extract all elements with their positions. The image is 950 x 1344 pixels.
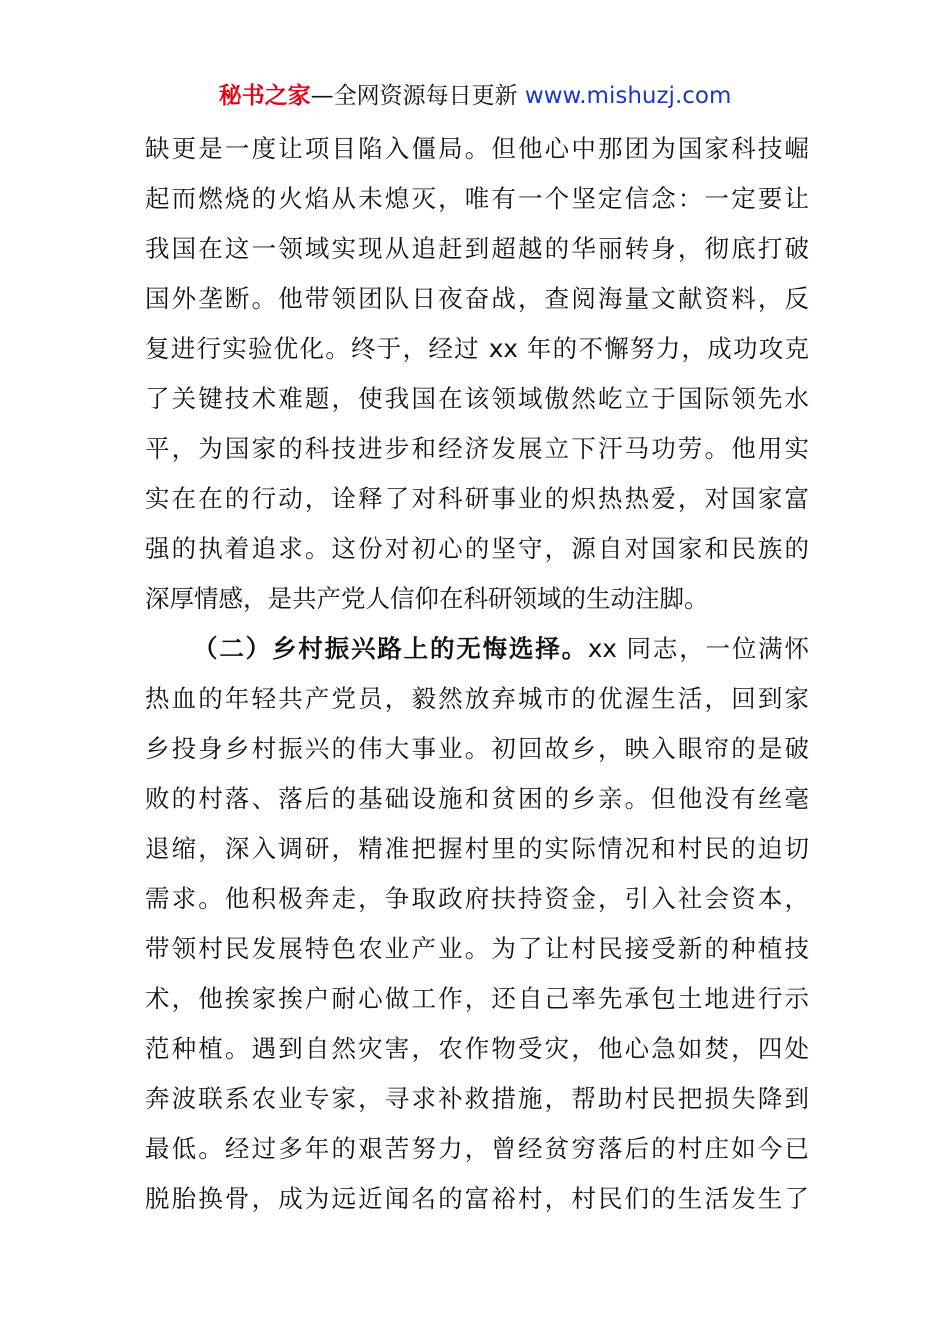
text-line: 奔波联系农业专家，寻求补救措施，帮助村民把损失降到 — [145, 1084, 809, 1113]
text-line: 强的执着追求。这份对初心的坚守，源自对国家和民族的 — [145, 534, 809, 563]
text-line: 深厚情感，是共产党人信仰在科研领域的生动注脚。 — [145, 584, 709, 613]
text-line: 败的村落、落后的基础设施和贫困的乡亲。但他没有丝毫 — [145, 784, 809, 813]
site-url-link[interactable]: www.mishuzj.com — [524, 83, 732, 109]
text-line: 国外垄断。他带领团队日夜奋战，查阅海量文献资料，反 — [145, 284, 809, 313]
text-line: 热血的年轻共产党员，毅然放弃城市的优渥生活，回到家 — [145, 684, 809, 713]
text-line: 带领村民发展特色农业产业。为了让村民接受新的种植技 — [145, 934, 809, 963]
section-2-first-line — [145, 624, 809, 674]
text-line: 复进行实验优化。终于，经过 xx 年的不懈努力，成功攻克 — [145, 334, 809, 363]
text-line: 范种植。遇到自然灾害，农作物受灾，他心急如焚，四处 — [145, 1034, 809, 1063]
site-brand: 秘书之家 — [218, 83, 311, 109]
text-line: 脱胎换骨，成为远近闻名的富裕村，村民们的生活发生了 — [145, 1184, 809, 1213]
text-line: 需求。他积极奔走，争取政府扶持资金，引入社会资本， — [145, 884, 809, 913]
text-line: 了关键技术难题，使我国在该领域傲然屹立于国际领先水 — [145, 384, 809, 413]
text-line: 平，为国家的科技进步和经济发展立下汗马功劳。他用实 — [145, 434, 809, 463]
site-header — [0, 80, 950, 112]
text-line: 缺更是一度让项目陷入僵局。但他心中那团为国家科技崛 — [145, 134, 809, 163]
section-heading: （二）乡村振兴路上的无悔选择。 — [193, 634, 588, 663]
section-2 — [145, 624, 809, 1224]
paragraph-1 — [145, 124, 809, 624]
site-tagline: —全网资源每日更新 — [310, 83, 525, 109]
text-line: 退缩，深入调研，精准把握村里的实际情况和村民的迫切 — [145, 834, 809, 863]
text-line: 最低。经过多年的艰苦努力，曾经贫穷落后的村庄如今已 — [145, 1134, 809, 1163]
text-line: 乡投身乡村振兴的伟大事业。初回故乡，映入眼帘的是破 — [145, 734, 809, 763]
section-2-first-line-text: xx 同志，一位满怀 — [587, 634, 809, 663]
text-line: 实在在的行动，诠释了对科研事业的炽热热爱，对国家富 — [145, 484, 809, 513]
document-body — [145, 124, 809, 1224]
text-line: 起而燃烧的火焰从未熄灭，唯有一个坚定信念：一定要让 — [145, 184, 809, 213]
text-line: 术，他挨家挨户耐心做工作，还自己率先承包土地进行示 — [145, 984, 809, 1013]
text-line: 我国在这一领域实现从追赶到超越的华丽转身，彻底打破 — [145, 234, 809, 263]
